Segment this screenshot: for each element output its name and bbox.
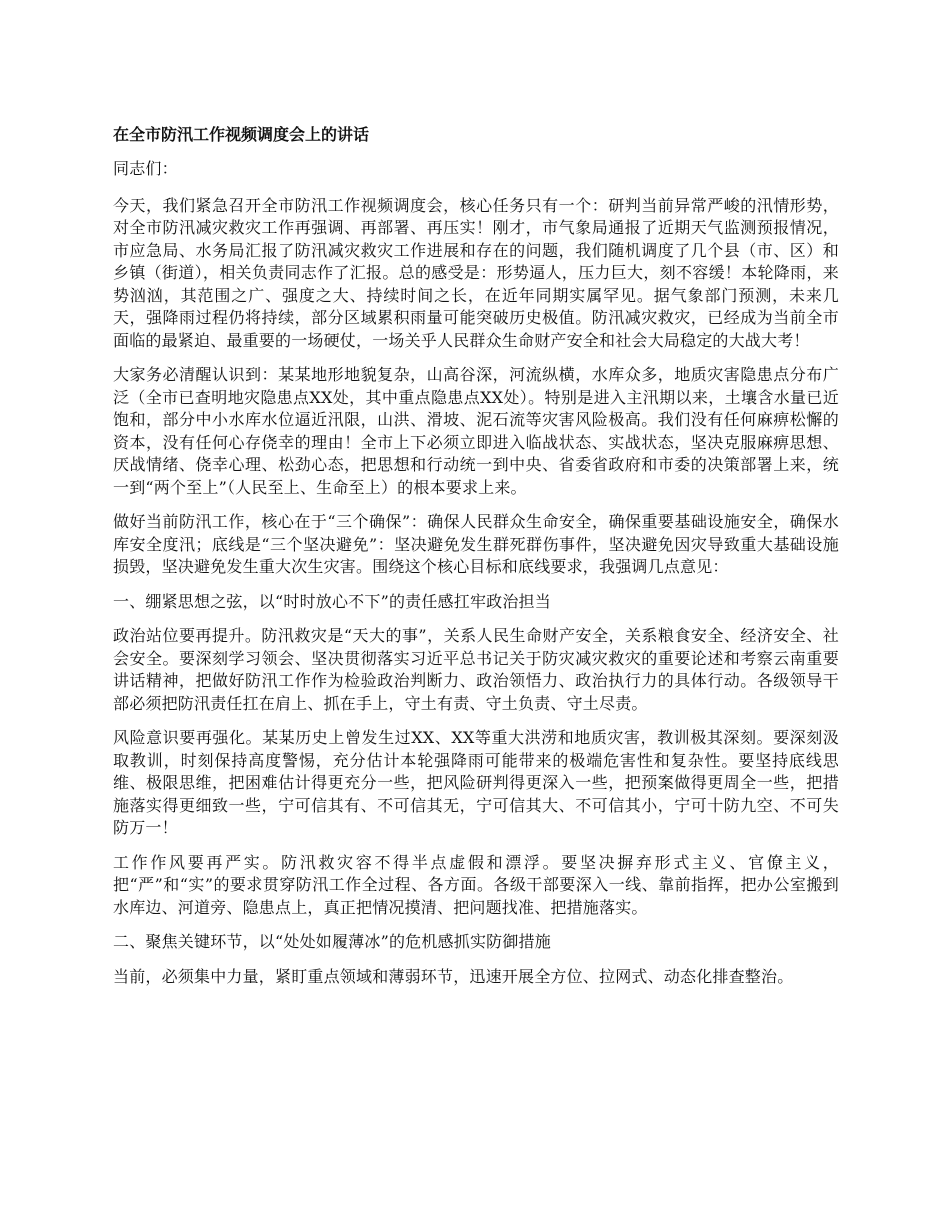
document-page (113, 124, 839, 1000)
section-2-heading: 二、聚焦关键环节，以“处处如履薄冰”的危机感抓实防御措施 (113, 932, 551, 951)
section-1-paragraph: 政治站位要再提升。防汛救灾是“天大的事”，关系人民生命财产安全，关系粮食安全、经济安全、社会安全。要深刻学习领会、坚决贯彻落实习近平总书记关于防灾减灾救灾的重要论述和考察云南重要讲话精神，把做好防汛工作作为检验政治判断力、政治领悟力、政治执行力的具体行动。各级领导干部必须把防汛责任扛在肩上、抓在手上，守土有责、守土负责、守土尽责。 (113, 626, 839, 713)
section-1-paragraph: 风险意识要再强化。某某历史上曾发生过XX、XX等重大洪涝和地质灾害，教训极其深刻。要深刻汲取教训，时刻保持高度警惕，充分估计本轮强降雨可能带来的极端危害性和复杂性。要坚持底线思维、极限思维，把困难估计得更充分一些，把风险研判得更深入一些，把预案做得更周全一些，把措施落实得更细致一些，宁可信其有、不可信其无，宁可信其大、不可信其小，宁可十防九空、不可失防万一！ (113, 728, 839, 837)
section-1-paragraph: 工作作风要再严实。防汛救灾容不得半点虚假和漂浮。要坚决摒弃形式主义、官僚主义，把“严”和“实”的要求贯穿防汛工作全过程、各方面。各级干部要深入一线、靠前指挥，把办公室搬到水库边、河道旁、隐患点上，真正把情况摸清、把问题找准、把措施落实。 (113, 852, 839, 917)
paragraph-intro: 今天，我们紧急召开全市防汛工作视频调度会，核心任务只有一个：研判当前异常严峻的汛情形势，对全市防汛减灾救灾工作再强调、再部署、再压实！刚才，市气象局通报了近期天气监测预报情况，市应急局、水务局汇报了防汛减灾救灾工作进展和存在的问题，我们随机调度了几个县（市、区）和乡镇（街道），相关负责同志作了汇报。总的感受是：形势逼人，压力巨大，刻不容缓！本轮降雨，来势汹汹，其范围之广、强度之大、持续时间之长，在近年同期实属罕见。据气象部门预测，未来几天，强降雨过程仍将持续，部分区域累积雨量可能突破历史极值。防汛减灾救灾，已经成为当前全市面临的最紧迫、最重要的一场硬仗，一场关乎人民群众生命财产安全和社会大局稳定的大战大考！ (113, 195, 839, 350)
section-1-heading: 一、绷紧思想之弦，以“时时放心不下”的责任感扛牢政治担当 (113, 591, 551, 611)
paragraph-core-goals: 做好当前防汛工作，核心在于“三个确保”：确保人民群众生命安全，确保重要基础设施安全，确保水库安全度汛；底线是“三个坚决避免”：坚决避免发生群死群伤事件，坚决避免因灾导致重大基础设施损毁，坚决避免发生重大次生灾害。围绕这个核心目标和底线要求，我强调几点意见： (113, 512, 839, 576)
section-2-paragraph: 当前，必须集中力量，紧盯重点领域和薄弱环节，迅速开展全方位、拉网式、动态化排查整治。 (113, 966, 794, 986)
document-title: 在全市防汛工作视频调度会上的讲话 (113, 125, 370, 144)
salutation: 同志们： (113, 159, 178, 178)
paragraph-awareness: 大家务必清醒认识到：某某地形地貌复杂，山高谷深，河流纵横，水库众多，地质灾害隐患点分布广泛（全市已查明地灾隐患点XX处，其中重点隐患点XX处）。特别是进入主汛期以来，土壤含水量已近饱和，部分中小水库水位逼近汛限，山洪、滑坡、泥石流等灾害风险极高。我们没有任何麻痹松懈的资本，没有任何心存侥幸的理由！全市上下必须立即进入临战状态、实战状态，坚决克服麻痹思想、厌战情绪、侥幸心理、松劲心态，把思想和行动统一到中央、省委省政府和市委的决策部署上来，统一到“两个至上”（人民至上、生命至上）的根本要求上来。 (113, 365, 839, 497)
